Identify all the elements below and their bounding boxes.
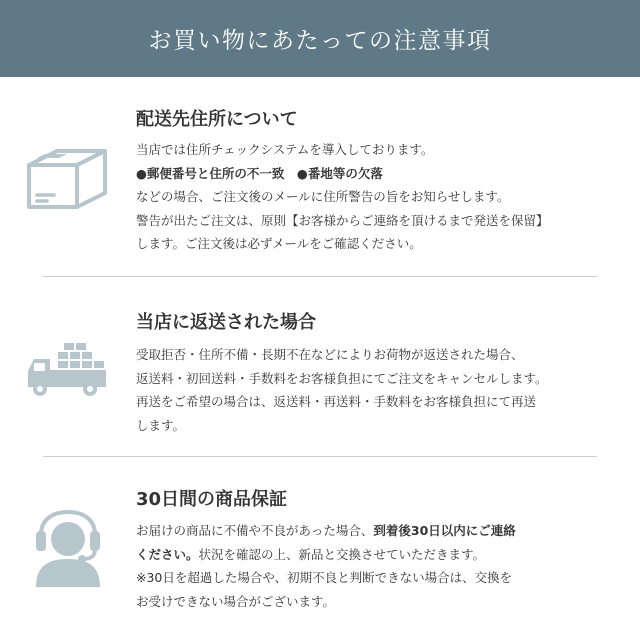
delivery-truck-icon	[24, 339, 108, 399]
section-title: 30日間の商品保証	[136, 489, 288, 510]
body-line	[136, 543, 616, 567]
body-line-bold: ●郵便番号と住所の不一致 ●番地等の欠落	[136, 165, 383, 181]
section-title: 当店に返送された場合	[136, 312, 316, 333]
page-title: お買い物にあたっての注意事項	[148, 28, 492, 54]
section-shipping-address	[0, 77, 640, 276]
body-line: します。ご注文後は必ずメールをご確認ください。	[136, 236, 422, 251]
body-text: 状況を確認の上、新品と交換させていただきます。	[198, 546, 486, 562]
section-title: 配送先住所について	[136, 109, 298, 130]
body-line: などの場合、ご注文後のメールに住所警告の旨をお知らせします。	[136, 189, 510, 204]
body-text-bold: ください。	[136, 546, 199, 562]
section-body	[136, 519, 616, 613]
body-line: 返送料・初回送料・手数料をお客様負担にてご注文をキャンセルします。	[136, 370, 548, 386]
body-line: 再送をご希望の場合は、返送料・再送料・手数料をお客様負担にて再送	[136, 394, 537, 409]
body-line: します。	[136, 417, 186, 433]
body-text: お届けの商品に不備や不良があった場合、	[136, 523, 374, 538]
section-body	[136, 343, 616, 437]
body-line: 当店では住所チェックシステムを導入しております。	[136, 142, 434, 157]
body-text-bold: 到着後30日以内にご連絡	[373, 523, 516, 538]
body-line: 受取拒否・住所不備・長期不在などによりお荷物が返送された場合、	[136, 347, 524, 362]
page-header	[0, 0, 640, 77]
body-line: お受けできない場合がございます。	[136, 593, 336, 609]
body-line	[136, 519, 616, 543]
section-product-guarantee	[0, 457, 640, 640]
section-returned-package	[0, 277, 640, 456]
body-line: ※30日を超過した場合や、初期不良と判断できない場合は、交換を	[136, 570, 513, 585]
package-box-icon	[24, 140, 108, 212]
body-line: 警告が出たご注文は、原則【お客様からご連絡を頂けるまで発送を保留】	[136, 212, 549, 228]
support-headset-icon	[30, 509, 108, 589]
section-body	[136, 138, 616, 256]
